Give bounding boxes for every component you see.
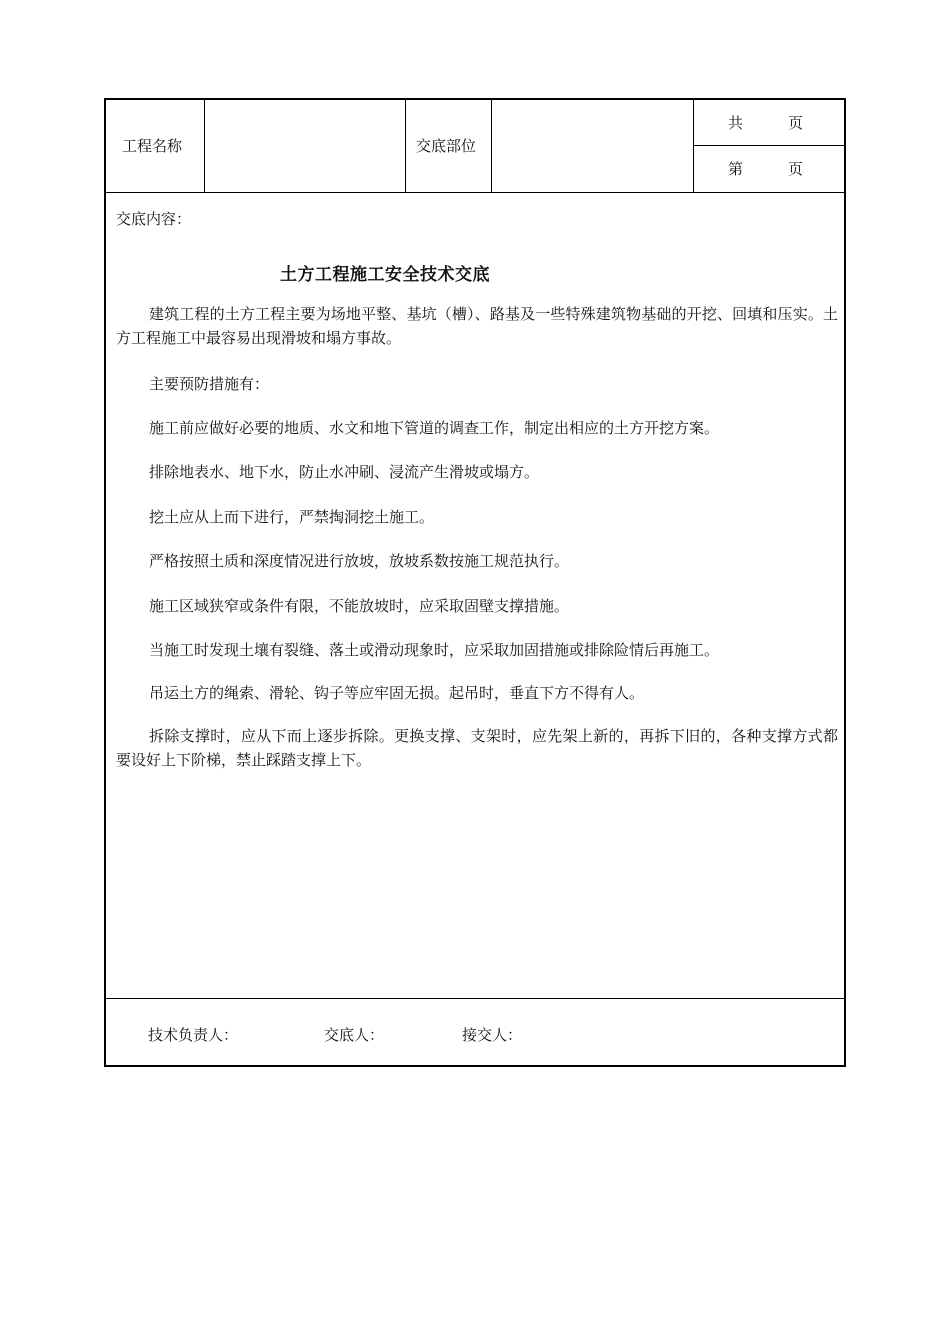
col-divider-2	[405, 100, 406, 192]
footer-top-line	[106, 998, 844, 999]
page-number: 第 页	[728, 160, 804, 178]
paragraph-measure-8: 拆除支撑时，应从下而上逐步拆除。更换支撑、支架时，应先架上新的，再拆下旧的，各种支撑方式都要设好上下阶梯，禁止踩踏支撑上下。	[116, 727, 838, 769]
paragraph-measure-6: 当施工时发现土壤有裂缝、落土或滑动现象时，应采取加固措施或排除险情后再施工。	[149, 641, 720, 659]
paragraph-measure-7: 吊运土方的绳索、滑轮、钩子等应牢固无损。起吊时，垂直下方不得有人。	[149, 684, 645, 702]
project-name-label: 工程名称	[122, 137, 183, 155]
paragraph-measure-3: 挖土应从上而下进行，严禁掏洞挖土施工。	[149, 508, 435, 526]
paragraph-measure-5: 施工区域狭窄或条件有限，不能放坡时，应采取固壁支撑措施。	[149, 597, 570, 615]
document-title: 土方工程施工安全技术交底	[280, 265, 490, 285]
header-bottom-line	[106, 192, 844, 193]
tech-lead-signature: 技术负责人：	[148, 1026, 239, 1044]
total-pages: 共 页	[728, 114, 804, 132]
paragraph-intro: 建筑工程的土方工程主要为场地平整、基坑（槽）、路基及一些特殊建筑物基础的开挖、回填和压实。土方工程施工中最容易出现滑坡和塌方事故。	[116, 305, 838, 347]
presenter-signature: 交底人：	[324, 1026, 385, 1044]
paragraph-measure-1: 施工前应做好必要的地质、水文和地下管道的调查工作，制定出相应的土方开挖方案。	[149, 419, 720, 437]
page-cell-divider	[693, 145, 844, 146]
paragraph-measure-2: 排除地表水、地下水，防止水冲刷、浸流产生滑坡或塌方。	[149, 463, 540, 481]
receiver-signature: 接交人：	[462, 1026, 523, 1044]
paragraph-measures-heading: 主要预防措施有：	[149, 375, 270, 393]
paragraph-measure-4: 严格按照土质和深度情况进行放坡，放坡系数按施工规范执行。	[149, 552, 570, 570]
col-divider-4	[693, 100, 694, 192]
col-divider-3	[491, 100, 492, 192]
col-divider-1	[204, 100, 205, 192]
part-label: 交底部位	[416, 137, 477, 155]
disclosure-form	[104, 98, 846, 1067]
content-label: 交底内容：	[116, 210, 192, 228]
